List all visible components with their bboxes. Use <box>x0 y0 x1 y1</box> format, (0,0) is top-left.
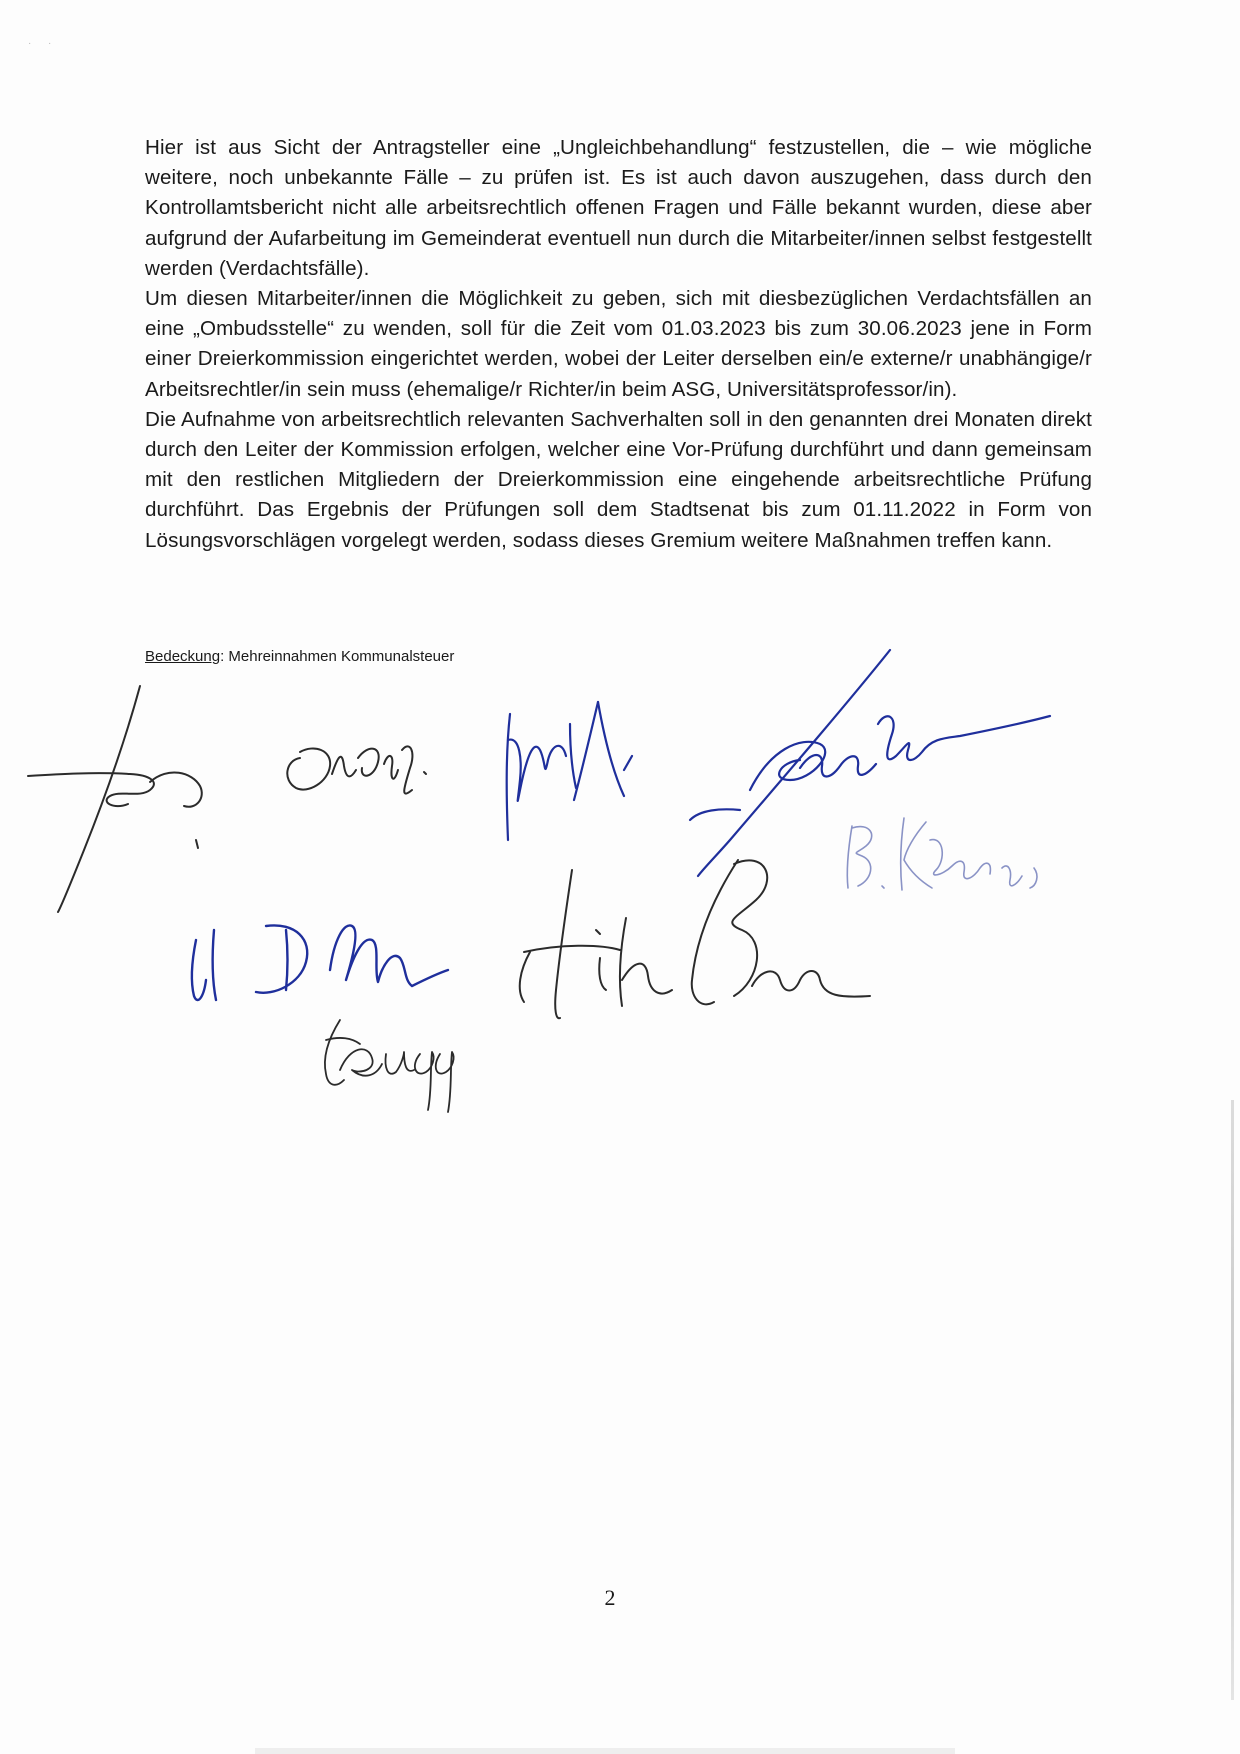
paragraph-2: Um diesen Mitarbeiter/innen die Möglichkeit zu geben, sich mit diesbezüglichen Verdachtsfällen an eine „Ombudsstelle“ zu wenden, soll für die Zeit vom 01.03.2023 bis zum 30.06.2023 jene in Form einer Dreierkommission eingerichtet werden, wobei der Leiter derselben ein/e externe/r unabhängige/r Arbeitsrechtler/in sein muss (ehemalige/r Richter/in beim ASG, Universitätsprofessor/in). <box>145 287 1092 401</box>
scan-artifact-dots: · · <box>28 38 52 49</box>
body-text <box>145 133 1092 556</box>
coverage-value: : Mehreinnahmen Kommunalsteuer <box>220 648 455 665</box>
signature-7 <box>520 860 870 1018</box>
scan-edge-shadow <box>1231 1100 1234 1700</box>
signature-6 <box>192 925 448 1000</box>
scan-bottom-shadow <box>255 1748 955 1754</box>
page-number: 2 <box>604 1585 616 1610</box>
signature-2 <box>287 746 426 793</box>
signature-3 <box>507 702 632 840</box>
signature-8 <box>325 1020 454 1112</box>
signature-block <box>0 640 1240 1120</box>
signature-5 <box>847 818 1037 890</box>
coverage-label: Bedeckung <box>145 648 221 665</box>
paragraph-1: Hier ist aus Sicht der Antragsteller eine „Ungleichbehandlung“ festzustellen, die – wie mögliche weitere, noch unbekannte Fälle – zu prüfen ist. Es ist auch davon auszugehen, dass durch den Kontrollamtsbericht nicht alle arbeitsrechtlich offenen Fragen und Fälle bekannt wurden, diese aber aufgrund der Aufarbeitung im Gemeinderat eventuell nun durch die Mitarbeiter/innen selbst festgestellt werden (Verdachtsfälle). <box>145 136 1092 280</box>
signature-1 <box>28 686 202 912</box>
paragraph-3: Die Aufnahme von arbeitsrechtlich relevanten Sachverhalten soll in den genannten drei Monaten direkt durch den Leiter der Kommission erfolgen, welcher eine Vor-Prüfung durchführt und dann gemeinsam mit den restlichen Mitgliedern der Dreierkommission eine eingehende arbeitsrechtliche Prüfung durchführt. Das Ergebnis der Prüfungen soll dem Stadtsenat bis zum 01.11.2022 in Form von Lösungsvorschlägen vorgelegt werden, sodass dieses Gremium weitere Maßnahmen treffen kann. <box>145 407 1092 552</box>
